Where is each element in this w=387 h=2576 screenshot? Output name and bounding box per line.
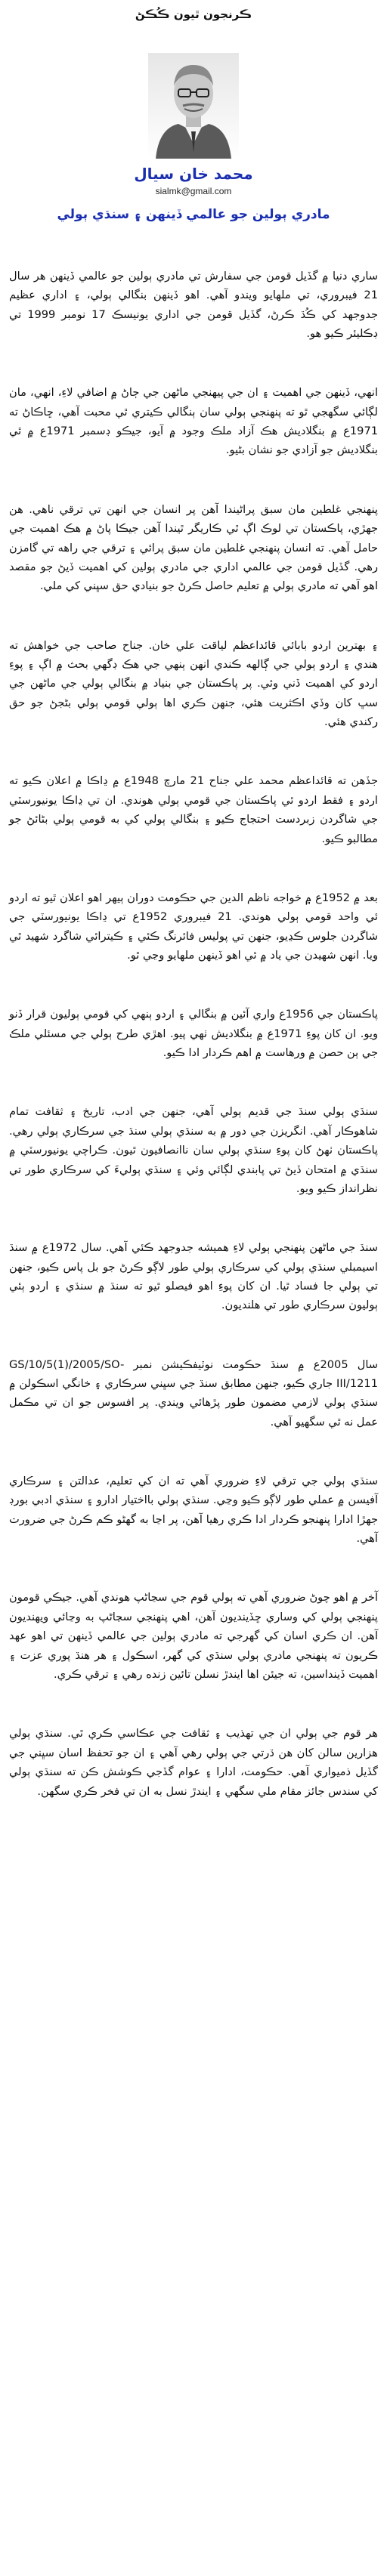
paragraph: سنڌ جي ماڻهن پنهنجي ٻولي لاءِ هميشه جدوجهد ڪئي آهي. سال 1972ع ۾ سنڌ اسيمبلي سنڌي ٻولي کي سرڪاري ٻولي طور لاڳو ڪرڻ جو بل پاس ڪيو، جنهن تي ٻولي جا فساد ٿيا. ان کان پوءِ اهو فيصلو ٿيو ته سنڌ ۾ سنڌي ۽ اردو ٻئي ٻوليون سرڪاري طور تي هلنديون.	[5, 1241, 378, 1312]
paragraph: سنڌي ٻولي جي ترقي لاءِ ضروري آهي ته ان کي تعليم، عدالتن ۽ سرڪاري آفيسن ۾ عملي طور لاڳو ڪيو وڃي. سنڌي ٻولي بااختيار ادارو ۽ سنڌي ادبي بورڊ جهڙا ادارا پنهنجو ڪردار ادا ڪري رهيا آهن، پر اڃا به گهڻو ڪم ڪرڻ جي ضرورت آهي.	[5, 1475, 378, 1546]
paragraph: هر قوم جي ٻولي ان جي تهذيب ۽ ثقافت جي عڪاسي ڪري ٿي. سنڌي ٻولي هزارين سالن کان هن ڌرتي جي ٻولي رهي آهي ۽ ان جو تحفظ اسان سڀني جي گڏيل ذميواري آهي. حڪومت، ادارا ۽ عوام گڏجي ڪوشش ڪن ته سنڌي ٻولي کي سندس جائز مقام ملي سگهي ۽ ايندڙ نسل به ان تي فخر ڪري سگهن.	[5, 1727, 378, 1798]
paragraph: سال 2005ع ۾ سنڌ حڪومت نوٽيفڪيشن نمبر GS/10/5(1)/2005/SO-III/1211 جاري ڪيو، جنهن مطابق سنڌ جي سڀني سرڪاري ۽ خانگي اسڪولن ۾ سنڌي ٻولي لازمي مضمون طور پڙهائي ويندي. پر افسوس جو ان تي مڪمل عمل نه ٿي سگهيو آهي.	[5, 1357, 379, 1429]
author-photo	[148, 53, 239, 159]
article-title: مادري ٻولين جو عالمي ڏينهن ۽ سنڌي ٻولي	[57, 207, 330, 222]
paragraph: پنهنجي غلطين مان سبق پراڻيندا آهن پر انسان جي انهن تي ترقي ناهي. هن جهڙي، پاڪستان تي لوڪ اڳ ٿي ڪاريگر ٿيندا آهن جيڪا پاڻ ۾ هڪ اهميت جي حامل آهي. ته انسان پنهنجي غلطين مان سبق پرائي ۽ ترقي جي راهه تي گامزن رهي. گڏيل قومن جي عالمي اداري جي مادري ٻولين کي اهميت ڏيڻ جو مقصد اهو آهي ته مادري ٻولي ۾ تعليم حاصل ڪرڻ جو بنيادي حق سڀني کي ملي.	[5, 502, 378, 593]
paragraph: انهي، ڏينهن جي اهميت ۽ ان جي پيهنجي ماڻهن جي ڄاڻ ۾ اضافي لاءِ، انهي، مان لڳائي سگهجي ٿو ته پنهنجي ٻولي سان ٻنگالي ڪيتري ٿي محبت آهي، ڇاڪاڻ ته 1971ع ۾ بنگلاديش هڪ آزاد ملڪ وجود ۾ آيو، جيڪو ڊسمبر 1971ع ۾ ٿي بنگلاديش جو آزادي جو نشان بڻيو.	[5, 386, 379, 457]
paragraph: بعد ۾ 1952ع ۾ خواجه ناظم الدين جي حڪومت دوران ٻيهر اهو اعلان ٿيو ته اردو ئي واحد قومي ٻولي هوندي. 21 فيبروري 1952ع تي ڍاڪا يونيورسٽي جي شاگردن جلوس ڪڍيو، جنهن تي پوليس فائرنگ ڪئي ۽ ڪيترائي شاگرد شهيد ٿي ويا. انهن شهيدن جي ياد ۾ ئي اهو ڏينهن ملهايو وڃي ٿو.	[5, 891, 378, 962]
paragraph: آخر ۾ اهو چوڻ ضروري آهي ته ٻولي قوم جي سڃاڻپ هوندي آهي. جيڪي قومون پنهنجي ٻولي کي وساري ڇڏينديون آهن، اهي پنهنجي سڃاڻپ به وڃائي ويهنديون آهن. ان ڪري اسان کي گهرجي ته مادري ٻولين جي عالمي ڏينهن تي اهو عهد ڪريون ته پنهنجي مادري ٻولي سنڌي کي گهر، اسڪول ۽ هر هنڌ پوري عزت ۽ اهميت ڏينداسين، ته جيئن اها ايندڙ نسلن تائين زنده رهي ۽ ترقي ڪري.	[5, 1591, 378, 1682]
paragraph: جڏهن ته قائداعظم محمد علي جناح 21 مارچ 1948ع ۾ ڍاڪا ۾ اعلان ڪيو ته اردو ۽ فقط اردو ئي پاڪستان جي قومي ٻولي هوندي. ان تي ڍاڪا يونيورسٽي جي شاگردن زبردست احتجاج ڪيو ۽ بنگالي ٻولي کي به قومي ٻولي بڻائڻ جو مطالبو ڪيو.	[5, 774, 379, 845]
author-header	[0, 24, 387, 202]
paragraph: ساري دنيا ۾ گڏيل قومن جي سفارش تي مادري ٻولين جو عالمي ڏينهن هر سال 21 فيبروري، تي ملهايو ويندو آهي. اهو ڏينهن بنگالي ٻولي، ۽ اداري عظيم جدوجهد کي ڪُڌ ڪرڻ، گڏيل قومن جي اداري يونيسڪ 17 نومبر 1999 تي ڊڪليئر ڪيو هو.	[5, 269, 379, 341]
author-name: محمد خان سيال	[134, 165, 253, 183]
column-title: ڪرنجون ٿيون ڪُڪڻ	[135, 8, 252, 21]
paragraph: پاڪستان جي 1956ع واري آئين ۾ بنگالي ۽ اردو ٻنهي کي قومي ٻوليون قرار ڏنو ويو. ان کان پوءِ 1971ع ۾ بنگلاديش ٺهي پيو. اهڙي طرح ٻولي جي مسئلي ملڪ جي ٻن حصن ۾ ورهاست ۾ اهم ڪردار ادا ڪيو.	[5, 1008, 378, 1060]
author-email: sialmk@gmail.com	[155, 186, 232, 196]
paragraph: سنڌي ٻولي سنڌ جي قديم ٻولي آهي، جنهن جي ادب، تاريخ ۽ ثقافت تمام شاهوڪار آهي. انگريزن جي دور ۾ به سنڌي ٻولي سنڌ جي سرڪاري ٻولي رهي. پاڪستان ٺهڻ کان پوءِ سنڌي ٻولي سان ناانصافيون ٿيون. ڪراچي يونيورسٽي ۾ سنڌي ۾ امتحان ڏيڻ تي پابندي لڳائي وئي ۽ سنڌي ٻوليءَ کي سرڪاري طور تي نظرانداز ڪيو ويو.	[5, 1105, 378, 1195]
paragraph: ۽ بهترين اردو بابائي قائداعظم لياقت علي خان. جناح صاحب جي خواهش ته هندي ۽ اردو ٻولي جي ڳالهه ڪندي انهن ٻنهي جي هڪ ڊگهي بحث ۾ اڳ ۽ پوءِ اردو کي اهميت ڏني وئي. پر پاڪستان جي بنياد ۾ بنگالي ٻولي جي ماڻهن جي سڀ کان وڏي اڪثريت هئي، جنهن ڪري اها ٻولي قومي ٻولي بڻجڻ جو حق رکندي هئي.	[5, 638, 378, 729]
article-body	[5, 228, 379, 1841]
